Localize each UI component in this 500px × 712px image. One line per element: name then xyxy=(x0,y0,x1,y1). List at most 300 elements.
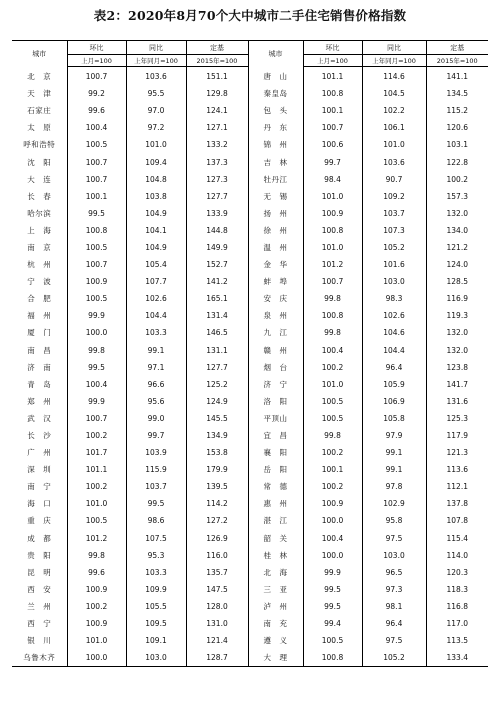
table-row xyxy=(12,153,488,170)
base-cell-left: 141.2 xyxy=(186,273,248,290)
base-cell-left: 134.9 xyxy=(186,427,248,444)
mom-cell-right: 100.4 xyxy=(303,530,362,547)
base-cell-left: 127.1 xyxy=(186,119,248,136)
base-cell-left: 121.4 xyxy=(186,632,248,649)
base-cell-right: 113.5 xyxy=(446,636,468,646)
base-cell-right: 137.8 xyxy=(446,499,468,509)
city-cell-left: 西 安 xyxy=(12,581,67,598)
city-cell-left: 贵 阳 xyxy=(12,547,67,564)
mom-cell-right: 100.8 xyxy=(303,649,362,667)
city-cell-left: 银 川 xyxy=(12,632,67,649)
base-cell-left: 133.2 xyxy=(186,136,248,153)
header-base-left: 定基 xyxy=(186,41,248,55)
base-cell-left: 128.0 xyxy=(186,598,248,615)
city-cell-left: 杭 州 xyxy=(12,256,67,273)
yoy-cell-left: 115.9 xyxy=(126,461,186,478)
yoy-cell-left: 101.0 xyxy=(126,136,186,153)
city-cell-right: 锦 州 xyxy=(248,136,303,153)
base-cell-right: 118.3 xyxy=(446,584,468,594)
base-cell-right: 121.3 xyxy=(446,448,468,458)
header-yoy-sub-right: 上年同月=100 xyxy=(362,55,426,67)
mom-cell-left: 99.2 xyxy=(67,85,126,102)
city-cell-left: 长 沙 xyxy=(12,427,67,444)
table-row xyxy=(12,393,488,410)
table-row xyxy=(12,427,488,444)
yoy-cell-left: 104.9 xyxy=(126,205,186,222)
table-row xyxy=(12,410,488,427)
city-cell-right: 南 充 xyxy=(248,615,303,632)
table-row xyxy=(12,444,488,461)
base-cell-left: 135.7 xyxy=(186,564,248,581)
base-cell-right: 125.3 xyxy=(446,413,468,423)
table-row xyxy=(12,307,488,324)
yoy-cell-right: 99.1 xyxy=(362,444,426,461)
mom-cell-right: 100.6 xyxy=(303,136,362,153)
base-cell-right: 113.6 xyxy=(446,465,468,475)
city-cell-right: 济 宁 xyxy=(248,376,303,393)
yoy-cell-right: 104.4 xyxy=(362,342,426,359)
mom-cell-left: 101.2 xyxy=(67,530,126,547)
base-cell-left: 124.9 xyxy=(186,393,248,410)
table-row xyxy=(12,85,488,102)
base-cell-left: 128.7 xyxy=(186,649,248,667)
city-cell-left: 广 州 xyxy=(12,444,67,461)
mom-cell-right: 100.5 xyxy=(303,632,362,649)
yoy-cell-right: 97.8 xyxy=(362,478,426,495)
mom-cell-right: 100.7 xyxy=(303,119,362,136)
mom-cell-right: 100.0 xyxy=(303,547,362,564)
mom-cell-left: 101.1 xyxy=(67,461,126,478)
city-cell-right: 岳 阳 xyxy=(248,461,303,478)
header-yoy-left: 同比 xyxy=(126,41,186,55)
mom-cell-right: 99.8 xyxy=(303,324,362,341)
mom-cell-left: 100.7 xyxy=(67,410,126,427)
city-cell-right: 扬 州 xyxy=(248,205,303,222)
city-cell-left: 南 宁 xyxy=(12,478,67,495)
yoy-cell-left: 103.7 xyxy=(126,478,186,495)
header-base-sub-right: 2015年=100 xyxy=(426,55,488,67)
yoy-cell-right: 99.1 xyxy=(362,461,426,478)
yoy-cell-left: 104.1 xyxy=(126,222,186,239)
mom-cell-left: 99.8 xyxy=(67,342,126,359)
yoy-cell-right: 104.6 xyxy=(362,324,426,341)
header-yoy-right: 同比 xyxy=(362,41,426,55)
base-cell-right: 121.2 xyxy=(446,242,468,252)
mom-cell-right: 99.8 xyxy=(303,427,362,444)
mom-cell-right: 100.4 xyxy=(303,342,362,359)
yoy-cell-right: 109.2 xyxy=(362,188,426,205)
city-cell-left: 福 州 xyxy=(12,307,67,324)
yoy-cell-left: 104.4 xyxy=(126,307,186,324)
price-index-table xyxy=(12,40,488,667)
base-cell-left: 129.8 xyxy=(186,85,248,102)
header-base-sub-left: 2015年=100 xyxy=(186,55,248,67)
mom-cell-right: 100.7 xyxy=(303,273,362,290)
city-cell-left: 北 京 xyxy=(12,67,67,86)
base-cell-left: 126.9 xyxy=(186,530,248,547)
base-cell-left: 149.9 xyxy=(186,239,248,256)
base-cell-left: 125.2 xyxy=(186,376,248,393)
base-cell-left: 153.8 xyxy=(186,444,248,461)
base-cell-left: 131.4 xyxy=(186,307,248,324)
city-cell-right: 唐 山 xyxy=(248,67,303,86)
yoy-cell-left: 103.8 xyxy=(126,188,186,205)
base-cell-left: 127.7 xyxy=(186,359,248,376)
yoy-cell-right: 102.9 xyxy=(362,495,426,512)
mom-cell-left: 101.0 xyxy=(67,632,126,649)
city-cell-right: 徐 州 xyxy=(248,222,303,239)
yoy-cell-right: 114.6 xyxy=(362,67,426,86)
city-cell-left: 济 南 xyxy=(12,359,67,376)
base-cell-right: 131.6 xyxy=(446,396,468,406)
yoy-cell-right: 98.1 xyxy=(362,598,426,615)
mom-cell-left: 100.2 xyxy=(67,598,126,615)
city-cell-left: 昆 明 xyxy=(12,564,67,581)
city-cell-left: 南 昌 xyxy=(12,342,67,359)
base-cell-left: 131.0 xyxy=(186,615,248,632)
base-cell-right: 119.3 xyxy=(446,311,468,321)
header-mom-sub-left: 上月=100 xyxy=(67,55,126,67)
base-cell-left: 131.1 xyxy=(186,342,248,359)
city-cell-right: 襄 阳 xyxy=(248,444,303,461)
table-row xyxy=(12,581,488,598)
base-cell-left: 127.2 xyxy=(186,512,248,529)
table-row xyxy=(12,512,488,529)
base-cell-left: 146.5 xyxy=(186,324,248,341)
city-cell-left: 南 京 xyxy=(12,239,67,256)
city-cell-left: 沈 阳 xyxy=(12,153,67,170)
base-cell-right: 133.4 xyxy=(426,649,488,667)
mom-cell-left: 100.4 xyxy=(67,376,126,393)
city-cell-right: 吉 林 xyxy=(248,153,303,170)
table-row xyxy=(12,188,488,205)
mom-cell-left: 99.5 xyxy=(67,205,126,222)
yoy-cell-right: 103.6 xyxy=(362,153,426,170)
city-cell-right: 包 头 xyxy=(248,102,303,119)
yoy-cell-right: 104.5 xyxy=(362,85,426,102)
mom-cell-right: 99.5 xyxy=(303,581,362,598)
base-cell-left: 151.1 xyxy=(186,67,248,86)
table-row xyxy=(12,205,488,222)
mom-cell-left: 100.7 xyxy=(67,256,126,273)
yoy-cell-left: 99.1 xyxy=(126,342,186,359)
base-cell-right: 134.5 xyxy=(446,89,468,99)
yoy-cell-left: 103.3 xyxy=(126,324,186,341)
base-cell-left: 133.9 xyxy=(186,205,248,222)
city-cell-right: 赣 州 xyxy=(248,342,303,359)
mom-cell-left: 100.9 xyxy=(67,273,126,290)
yoy-cell-right: 106.9 xyxy=(362,393,426,410)
base-cell-right: 114.0 xyxy=(446,550,468,560)
mom-cell-right: 100.8 xyxy=(303,307,362,324)
mom-cell-left: 100.5 xyxy=(67,512,126,529)
yoy-cell-left: 96.6 xyxy=(126,376,186,393)
table-body xyxy=(12,67,488,667)
mom-cell-left: 100.5 xyxy=(67,136,126,153)
mom-cell-left: 99.6 xyxy=(67,102,126,119)
yoy-cell-left: 97.1 xyxy=(126,359,186,376)
city-cell-right: 丹 东 xyxy=(248,119,303,136)
table-row xyxy=(12,342,488,359)
mom-cell-right: 101.2 xyxy=(303,256,362,273)
mom-cell-right: 100.2 xyxy=(303,444,362,461)
mom-cell-left: 100.0 xyxy=(67,324,126,341)
yoy-cell-right: 106.1 xyxy=(362,119,426,136)
mom-cell-left: 100.9 xyxy=(67,581,126,598)
mom-cell-right: 101.1 xyxy=(303,67,362,86)
base-cell-right: 112.1 xyxy=(446,482,468,492)
base-cell-right: 107.8 xyxy=(446,516,468,526)
table-row xyxy=(12,376,488,393)
city-cell-left: 厦 门 xyxy=(12,324,67,341)
city-cell-left: 成 都 xyxy=(12,530,67,547)
city-cell-left: 太 原 xyxy=(12,119,67,136)
base-cell-right: 115.2 xyxy=(446,106,468,116)
mom-cell-left: 99.8 xyxy=(67,547,126,564)
city-cell-right: 秦皇岛 xyxy=(248,85,303,102)
header-yoy-sub-left: 上年同月=100 xyxy=(126,55,186,67)
mom-cell-left: 100.9 xyxy=(67,615,126,632)
header-mom-right: 环比 xyxy=(303,41,362,55)
yoy-cell-left: 103.0 xyxy=(126,649,186,667)
city-cell-right: 无 锡 xyxy=(248,188,303,205)
table-row xyxy=(12,530,488,547)
city-cell-right: 三 亚 xyxy=(248,581,303,598)
mom-cell-left: 101.0 xyxy=(67,495,126,512)
city-cell-right: 大 理 xyxy=(248,649,303,667)
city-cell-right: 泉 州 xyxy=(248,307,303,324)
mom-cell-left: 100.7 xyxy=(67,67,126,86)
yoy-cell-right: 102.2 xyxy=(362,102,426,119)
yoy-cell-left: 109.5 xyxy=(126,615,186,632)
city-cell-right: 烟 台 xyxy=(248,359,303,376)
city-cell-right: 泸 州 xyxy=(248,598,303,615)
yoy-cell-left: 104.9 xyxy=(126,239,186,256)
yoy-cell-right: 96.5 xyxy=(362,564,426,581)
mom-cell-left: 100.7 xyxy=(67,171,126,188)
city-cell-left: 兰 州 xyxy=(12,598,67,615)
header-mom-left: 环比 xyxy=(67,41,126,55)
yoy-cell-left: 102.6 xyxy=(126,290,186,307)
city-cell-right: 湛 江 xyxy=(248,512,303,529)
table-row xyxy=(12,273,488,290)
city-cell-left: 青 岛 xyxy=(12,376,67,393)
table-row xyxy=(12,547,488,564)
base-cell-right: 134.0 xyxy=(446,225,468,235)
city-cell-right: 宜 昌 xyxy=(248,427,303,444)
yoy-cell-right: 96.4 xyxy=(362,359,426,376)
base-cell-left: 127.7 xyxy=(186,188,248,205)
base-cell-right: 120.6 xyxy=(446,123,468,133)
table-row xyxy=(12,171,488,188)
yoy-cell-left: 105.5 xyxy=(126,598,186,615)
city-cell-left: 长 春 xyxy=(12,188,67,205)
table-row xyxy=(12,359,488,376)
mom-cell-right: 100.9 xyxy=(303,205,362,222)
yoy-cell-left: 109.9 xyxy=(126,581,186,598)
yoy-cell-left: 103.3 xyxy=(126,564,186,581)
table-row xyxy=(12,290,488,307)
base-cell-right: 132.0 xyxy=(446,208,468,218)
mom-cell-right: 100.2 xyxy=(303,359,362,376)
mom-cell-right: 99.8 xyxy=(303,290,362,307)
mom-cell-right: 101.0 xyxy=(303,239,362,256)
city-cell-left: 呼和浩特 xyxy=(12,136,67,153)
base-cell-right: 117.9 xyxy=(446,431,468,441)
table-row xyxy=(12,461,488,478)
city-cell-right: 平顶山 xyxy=(248,410,303,427)
yoy-cell-right: 101.0 xyxy=(362,136,426,153)
base-cell-right: 141.1 xyxy=(446,72,468,82)
city-cell-right: 蚌 埠 xyxy=(248,273,303,290)
yoy-cell-right: 96.4 xyxy=(362,615,426,632)
yoy-cell-right: 97.5 xyxy=(362,530,426,547)
yoy-cell-left: 107.5 xyxy=(126,530,186,547)
table-row xyxy=(12,256,488,273)
city-cell-left: 海 口 xyxy=(12,495,67,512)
mom-cell-right: 99.5 xyxy=(303,598,362,615)
yoy-cell-left: 103.9 xyxy=(126,444,186,461)
yoy-cell-right: 105.2 xyxy=(362,649,426,667)
city-cell-right: 九 江 xyxy=(248,324,303,341)
mom-cell-right: 99.7 xyxy=(303,153,362,170)
header-base-right: 定基 xyxy=(426,41,488,55)
yoy-cell-right: 103.0 xyxy=(362,273,426,290)
mom-cell-left: 100.1 xyxy=(67,188,126,205)
base-cell-right: 117.0 xyxy=(446,619,468,629)
city-cell-right: 桂 林 xyxy=(248,547,303,564)
base-cell-left: 152.7 xyxy=(186,256,248,273)
yoy-cell-right: 97.5 xyxy=(362,632,426,649)
yoy-cell-left: 105.4 xyxy=(126,256,186,273)
mom-cell-right: 100.8 xyxy=(303,222,362,239)
base-cell-left: 179.9 xyxy=(186,461,248,478)
mom-cell-right: 100.5 xyxy=(303,410,362,427)
yoy-cell-left: 95.3 xyxy=(126,547,186,564)
yoy-cell-left: 95.5 xyxy=(126,85,186,102)
city-cell-right: 安 庆 xyxy=(248,290,303,307)
mom-cell-right: 101.0 xyxy=(303,376,362,393)
yoy-cell-left: 95.6 xyxy=(126,393,186,410)
city-cell-right: 惠 州 xyxy=(248,495,303,512)
yoy-cell-left: 99.5 xyxy=(126,495,186,512)
mom-cell-right: 98.4 xyxy=(303,171,362,188)
city-cell-right: 北 海 xyxy=(248,564,303,581)
yoy-cell-right: 98.3 xyxy=(362,290,426,307)
base-cell-right: 122.8 xyxy=(446,157,468,167)
mom-cell-right: 100.8 xyxy=(303,85,362,102)
base-cell-right: 116.8 xyxy=(446,601,468,611)
base-cell-right: 157.3 xyxy=(446,191,468,201)
base-cell-left: 116.0 xyxy=(186,547,248,564)
city-cell-right: 金 华 xyxy=(248,256,303,273)
city-cell-right: 韶 关 xyxy=(248,530,303,547)
mom-cell-left: 100.7 xyxy=(67,153,126,170)
mom-cell-right: 100.5 xyxy=(303,393,362,410)
mom-cell-left: 100.5 xyxy=(67,290,126,307)
base-cell-right: 132.0 xyxy=(446,328,468,338)
yoy-cell-right: 105.2 xyxy=(362,239,426,256)
base-cell-left: 165.1 xyxy=(186,290,248,307)
base-cell-right: 128.5 xyxy=(446,277,468,287)
yoy-cell-left: 99.7 xyxy=(126,427,186,444)
yoy-cell-right: 97.9 xyxy=(362,427,426,444)
yoy-cell-left: 109.4 xyxy=(126,153,186,170)
mom-cell-left: 99.6 xyxy=(67,564,126,581)
city-cell-left: 石家庄 xyxy=(12,102,67,119)
yoy-cell-left: 103.6 xyxy=(126,67,186,86)
mom-cell-left: 101.7 xyxy=(67,444,126,461)
yoy-cell-right: 97.3 xyxy=(362,581,426,598)
city-cell-left: 宁 波 xyxy=(12,273,67,290)
mom-cell-left: 99.9 xyxy=(67,307,126,324)
table-title: 表2：2020年8月70个大中城市二手住宅销售价格指数 xyxy=(93,8,407,23)
city-cell-left: 重 庆 xyxy=(12,512,67,529)
base-cell-left: 114.2 xyxy=(186,495,248,512)
yoy-cell-right: 107.3 xyxy=(362,222,426,239)
yoy-cell-right: 105.9 xyxy=(362,376,426,393)
table-row xyxy=(12,598,488,615)
table-row xyxy=(12,102,488,119)
mom-cell-right: 99.9 xyxy=(303,564,362,581)
mom-cell-right: 100.1 xyxy=(303,461,362,478)
table-row xyxy=(12,239,488,256)
table-row xyxy=(12,119,488,136)
city-cell-right: 温 州 xyxy=(248,239,303,256)
base-cell-left: 139.5 xyxy=(186,478,248,495)
city-cell-left: 郑 州 xyxy=(12,393,67,410)
yoy-cell-right: 105.8 xyxy=(362,410,426,427)
base-cell-right: 103.1 xyxy=(446,140,468,150)
city-cell-left: 乌鲁木齐 xyxy=(12,649,67,667)
city-cell-left: 深 圳 xyxy=(12,461,67,478)
mom-cell-right: 100.2 xyxy=(303,478,362,495)
city-cell-left: 合 肥 xyxy=(12,290,67,307)
mom-cell-right: 100.9 xyxy=(303,495,362,512)
mom-cell-left: 100.5 xyxy=(67,239,126,256)
yoy-cell-left: 109.1 xyxy=(126,632,186,649)
city-cell-left: 西 宁 xyxy=(12,615,67,632)
base-cell-right: 124.0 xyxy=(446,260,468,270)
mom-cell-right: 99.4 xyxy=(303,615,362,632)
mom-cell-left: 100.2 xyxy=(67,478,126,495)
yoy-cell-left: 99.0 xyxy=(126,410,186,427)
yoy-cell-right: 90.7 xyxy=(362,171,426,188)
table-row xyxy=(12,478,488,495)
city-cell-left: 哈尔滨 xyxy=(12,205,67,222)
table-row xyxy=(12,564,488,581)
yoy-cell-right: 95.8 xyxy=(362,512,426,529)
base-cell-left: 124.1 xyxy=(186,102,248,119)
base-cell-left: 144.8 xyxy=(186,222,248,239)
table-row xyxy=(12,632,488,649)
base-cell-right: 115.4 xyxy=(446,533,468,543)
mom-cell-right: 100.1 xyxy=(303,102,362,119)
city-cell-left: 武 汉 xyxy=(12,410,67,427)
mom-cell-left: 100.2 xyxy=(67,427,126,444)
header-city-right: 城市 xyxy=(248,41,303,67)
yoy-cell-left: 97.0 xyxy=(126,102,186,119)
city-cell-right: 常 德 xyxy=(248,478,303,495)
yoy-cell-left: 107.7 xyxy=(126,273,186,290)
yoy-cell-right: 103.0 xyxy=(362,547,426,564)
yoy-cell-left: 97.2 xyxy=(126,119,186,136)
base-cell-right: 100.2 xyxy=(446,174,468,184)
table-row xyxy=(12,324,488,341)
table-row xyxy=(12,495,488,512)
base-cell-right: 116.9 xyxy=(446,294,468,304)
mom-cell-left: 100.4 xyxy=(67,119,126,136)
